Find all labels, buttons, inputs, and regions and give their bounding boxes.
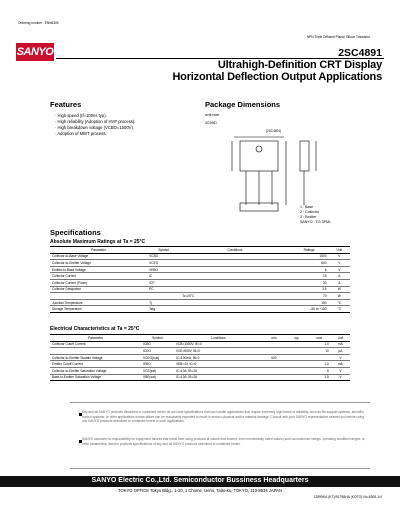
col-header: min: [263, 335, 286, 342]
cell: 70: [290, 293, 329, 300]
table-row: [50, 260, 350, 267]
cell: [285, 348, 308, 355]
notice-rule-bottom: [70, 468, 370, 469]
cell: V: [331, 354, 350, 361]
cell: Collector-to-Emitter Saturation Voltage: [50, 367, 141, 374]
cell: 15: [290, 273, 329, 280]
cell: ICP: [147, 279, 180, 286]
feature-item: · Adoption of MBIT process.: [55, 131, 107, 136]
table-header-row: [50, 335, 350, 342]
cell: [180, 299, 289, 306]
table-header-row: [50, 247, 350, 254]
cell: [263, 361, 286, 368]
cell: ICBO: [141, 341, 174, 348]
cell: Collector Dissipation: [50, 286, 147, 293]
col-header: Parameter: [50, 335, 141, 342]
notice-text: Any and all SANYO products described or contained herein do not have specifications that can handle applications that require extremely high levels of reliability, such as life-support systems, aircraft's control systems, or other applications whose failure can be reasonably expected to result in serious physical and/or material damage. Consult with your SANYO representative nearest you before using any SANYO products described or contained herein in such applications.: [82, 410, 365, 424]
cell: Storage Temperature: [50, 306, 147, 313]
cell: μA: [331, 348, 350, 355]
cell: 1500: [290, 253, 329, 260]
cell: Collector-to-Base Voltage: [50, 253, 147, 260]
cell: Tj: [147, 299, 180, 306]
col-header: Unit: [329, 247, 350, 254]
table-row: [50, 374, 350, 381]
cell: [285, 361, 308, 368]
cell: V: [329, 266, 350, 273]
cell: 3.5: [290, 286, 329, 293]
package-outline-diagram: [222, 127, 372, 223]
cell: ICEO: [141, 348, 174, 355]
table-row: [50, 299, 350, 306]
cell: [50, 293, 147, 300]
cell: °C: [329, 299, 350, 306]
cell: 150: [290, 299, 329, 306]
cell: V: [331, 367, 350, 374]
cell: 1.0: [308, 341, 331, 348]
cell: VEB=4V, IC=0: [174, 361, 263, 368]
table-row: [50, 279, 350, 286]
table-row: [50, 306, 350, 313]
cell: 10: [308, 348, 331, 355]
cell: Collector Cutoff Current: [50, 341, 141, 348]
cell: V: [331, 374, 350, 381]
features-heading: Features: [50, 100, 82, 109]
cell: Collector Current (Pulse): [50, 279, 147, 286]
cell: Collector Current: [50, 273, 147, 280]
cell: IC: [147, 273, 180, 280]
cell: A: [329, 273, 350, 280]
pin-item: 1 : Base: [300, 205, 314, 209]
cell: 30: [290, 279, 329, 286]
col-header: max: [308, 335, 331, 342]
table-row: [50, 266, 350, 273]
features-list: [55, 113, 135, 137]
cell: VCEO(sus): [141, 354, 174, 361]
cell: Junction Temperature: [50, 299, 147, 306]
feature-item: · High breakdown voltage (VCBO=1500V).: [55, 125, 135, 130]
cell: 600: [290, 260, 329, 267]
cell: [308, 354, 331, 361]
col-header: typ: [285, 335, 308, 342]
cell: IC=10A, IB=2A: [174, 367, 263, 374]
feature-item: · High reliability (Adoption of HVP process).: [55, 119, 136, 124]
cell: mA: [331, 361, 350, 368]
cell: VBE(sat): [141, 374, 174, 381]
cell: Collector-to-Emitter Sustain Voltage: [50, 354, 141, 361]
cell: [285, 367, 308, 374]
cell: VCE=600V, IB=0: [174, 348, 263, 355]
table-row: [50, 354, 350, 361]
cell: [285, 374, 308, 381]
package-code: 2039D: [205, 120, 217, 125]
abs-max-table: [50, 246, 350, 313]
table-row: [50, 367, 350, 374]
cell: Emitter Cutoff Current: [50, 361, 141, 368]
cell: VCEO: [147, 260, 180, 267]
abs-max-heading: Absolute Maximum Ratings at Ta = 25°C: [50, 239, 146, 245]
cell: Emitter-to-Base Voltage: [50, 266, 147, 273]
table-row: [50, 286, 350, 293]
feature-item: · High speed (tf=100ns typ).: [55, 113, 107, 118]
cell: Tc=25°C: [180, 293, 289, 300]
cell: 1.5: [308, 374, 331, 381]
cell: [50, 348, 141, 355]
title-line-2: Horizontal Deflection Output Applications: [172, 71, 382, 83]
pin-item: 2 : Collector: [300, 210, 320, 214]
cell: [180, 306, 289, 313]
cell: [180, 286, 289, 293]
table-row: [50, 293, 350, 300]
pin-list: [300, 205, 331, 225]
col-header: Conditions: [174, 335, 263, 342]
cell: VEBO: [147, 266, 180, 273]
cell: Base-to-Emitter Saturation Voltage: [50, 374, 141, 381]
pin-item: 3 : Emitter: [300, 215, 317, 219]
cell: A: [329, 279, 350, 286]
cell: V: [329, 253, 350, 260]
cell: 1.0: [308, 361, 331, 368]
cell: [180, 260, 289, 267]
cell: [263, 374, 286, 381]
cell: VCE(sat): [141, 367, 174, 374]
col-header: Parameter: [50, 247, 147, 254]
col-header: Conditions: [180, 247, 289, 254]
cell: [285, 354, 308, 361]
part-number: 2SC4891: [338, 47, 382, 59]
cell: PC: [147, 286, 180, 293]
col-header: Symbol: [141, 335, 174, 342]
cell: 5: [308, 367, 331, 374]
notice-rule-top: [70, 402, 370, 403]
cell: IC=100mA, IB=0: [174, 354, 263, 361]
sanyo-logo: SANYO: [16, 43, 54, 61]
table-row: [50, 273, 350, 280]
elec-char-table: [50, 334, 350, 381]
cell: –55 to +150: [290, 306, 329, 313]
cell: [180, 266, 289, 273]
package-heading: Package Dimensions: [205, 100, 281, 109]
footer-address: TOKYO OFFICE Tokyo Bldg., 1-10, 1 Chome, Ueno, Taito-ku, TOKYO, 110-8534 JAPAN: [117, 488, 282, 493]
package-unit: unit:mm: [205, 112, 220, 117]
cell: [263, 367, 286, 374]
cell: Collector-to-Emitter Voltage: [50, 260, 147, 267]
cell: W: [329, 293, 350, 300]
cell: [263, 348, 286, 355]
cell: [263, 341, 286, 348]
cell: VCBO: [147, 253, 180, 260]
footer-company: SANYO Electric Co.,Ltd. Semiconductor Bussiness Headquarters: [91, 477, 309, 484]
specifications-heading: Specifications: [50, 228, 101, 237]
cell: IC=10A, IB=2A: [174, 374, 263, 381]
col-header: Symbol: [147, 247, 180, 254]
cell: Tstg: [147, 306, 180, 313]
notice-text: SANYO assumes no responsibility for equipment failures that result from using products at values that exceed, even momentarily, rated values (such as maximum ratings, operating condition ranges, or other parameters) listed in products specifications of any and all SANYO products described or contained herein.: [82, 437, 365, 446]
cell: [147, 293, 180, 300]
package-part-label: [2SC4891]: [266, 129, 282, 133]
cell: [180, 279, 289, 286]
cell: [180, 273, 289, 280]
cell: 6: [290, 266, 329, 273]
ordering-number: Ordering number : ENN6305: [18, 21, 59, 25]
transistor-type: NPN Triple Diffused Planar Silicon Transistor: [306, 35, 370, 39]
cell: [285, 341, 308, 348]
table-row: [50, 341, 350, 348]
table-row: [50, 253, 350, 260]
elec-heading: Electrical Characteristics at Ta = 25°C: [50, 326, 140, 332]
package-name: SANYO : TO-3PML: [300, 220, 332, 224]
title-line-1: Ultrahigh-Definition CRT Display: [217, 59, 382, 71]
cell: °C: [329, 306, 350, 313]
cell: [180, 253, 289, 260]
cell: W: [329, 286, 350, 293]
cell: 600: [263, 354, 286, 361]
cell: mA: [331, 341, 350, 348]
table-row: [50, 361, 350, 368]
col-header: Ratings: [290, 247, 329, 254]
table-row: [50, 348, 350, 355]
cell: V: [329, 260, 350, 267]
col-header: Unit: [331, 335, 350, 342]
cell: VCB=1500V, IE=0: [174, 341, 263, 348]
package-drawing: [222, 127, 372, 223]
cell: IEBO: [141, 361, 174, 368]
footer-code: 12899KA (KT)/91798HA (KOTO) No.6305-1/4: [313, 495, 382, 499]
